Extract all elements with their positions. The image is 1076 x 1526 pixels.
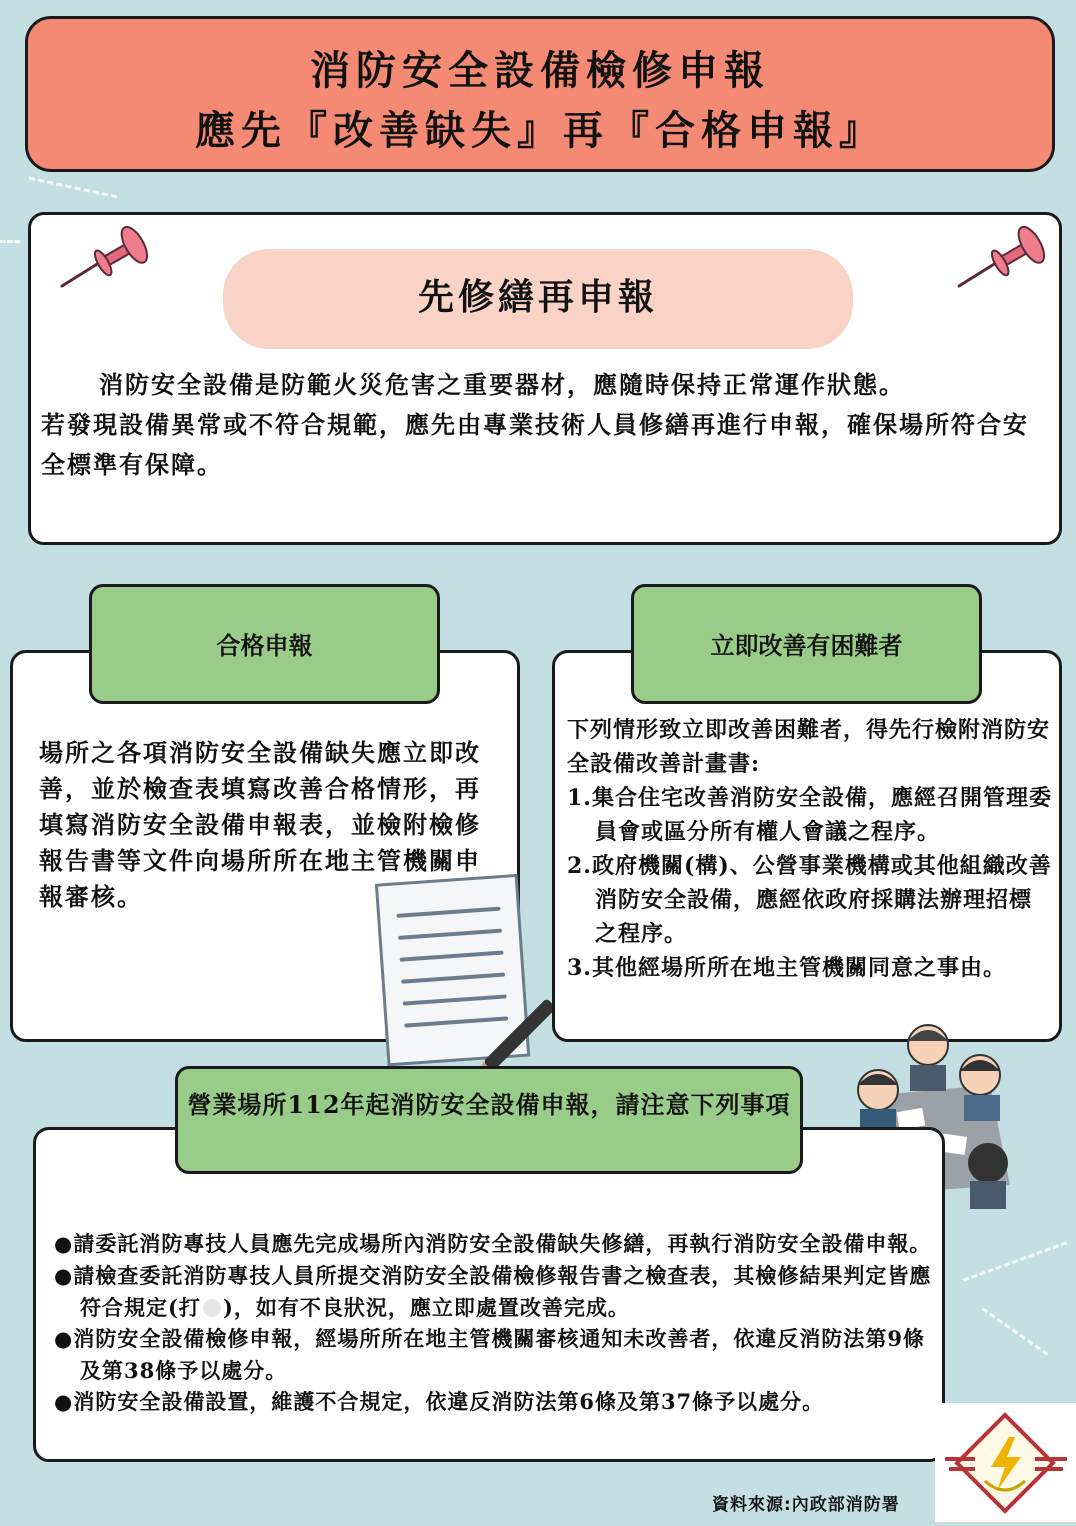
difficulty-item: 3.其他經場所所在地主管機關同意之事由。 [567, 955, 1006, 981]
emblem-icon [935, 1403, 1076, 1522]
notice-item-text: 消防安全設備檢修申報，經場所所在地主管機關審核通知未改善者，依違反消防法第9條及第38條予以處分。 [73, 1326, 925, 1383]
list-item [54, 1323, 934, 1386]
difficulty-title: 立即改善有困難者 [631, 584, 982, 704]
qualified-title: 合格申報 [89, 584, 440, 704]
bullet-icon: ● [54, 1327, 74, 1351]
list-item [54, 1260, 934, 1323]
difficulty-item: 1.集合住宅改善消防安全設備，應經召開管理委員會或區分所有權人會議之程序。 [567, 785, 1052, 845]
header-title-line1: 消防安全設備檢修申報 [310, 47, 770, 94]
intro-paragraph-2: 若發現設備異常或不符合規範，應先由專業技術人員修繕再進行申報，確保場所符合安全標準有保障。 [41, 410, 1029, 479]
notice-list [54, 1228, 934, 1418]
intro-paragraph-1: 消防安全設備是防範火災危害之重要器材，應隨時保持正常運作狀態。 [99, 370, 905, 399]
notice-item-text-tail: )，如有不良狀況，應立即處置改善完成。 [222, 1295, 630, 1320]
list-item [54, 1386, 934, 1418]
header-title-line2: 應先『改善缺失』再『合格申報』 [195, 107, 885, 154]
pushpin-icon [58, 222, 158, 292]
intro-title: 先修繕再申報 [223, 249, 853, 349]
document-icon [374, 872, 574, 1072]
difficulty-body [567, 713, 1053, 985]
bullet-icon: ● [54, 1264, 74, 1288]
list-item [54, 1228, 934, 1260]
decor-dash [963, 1241, 1067, 1281]
notice-title: 營業場所112年起消防安全設備申報，請注意下列事項 [175, 1066, 803, 1174]
qualified-body: 場所之各項消防安全設備缺失應立即改善，並於檢查表填寫改善合格情形，再填寫消防安全設備申報表，並檢附檢修報告書等文件向場所所在地主管機關申報審核。 [39, 738, 481, 911]
intro-card [28, 212, 1062, 545]
difficulty-intro: 下列情形致立即改善困難者，得先行檢附消防安全設備改善計畫書: [567, 717, 1051, 777]
check-circle-icon [203, 1299, 221, 1317]
source-credit: 資料來源:內政部消防署 [712, 1495, 900, 1515]
page-header [25, 16, 1055, 172]
decor-dash [0, 240, 20, 243]
fire-agency-logo [935, 1403, 1076, 1522]
notice-item-text: 請檢查委託消防專技人員所提交消防安全設備檢修報告書之檢查表，其檢修結果判定皆應符合規定(打 [73, 1263, 932, 1320]
decor-dash [981, 1307, 1048, 1355]
decor-dash [29, 177, 118, 199]
difficulty-item: 2.政府機關(構)、公營事業機構或其他組織改善消防安全設備，應經依政府採購法辦理招標之程序。 [567, 853, 1052, 947]
notice-item-text: 消防安全設備設置，維護不合規定，依違反消防法第6條及第37條予以處分。 [73, 1389, 825, 1414]
difficulty-card [552, 650, 1062, 1042]
intro-body [41, 365, 1031, 485]
notice-card [33, 1127, 945, 1462]
pushpin-icon [955, 222, 1055, 292]
bullet-icon: ● [54, 1390, 74, 1414]
notice-item-text: 請委託消防專技人員應先完成場所內消防安全設備缺失修繕，再執行消防安全設備申報。 [73, 1231, 932, 1256]
bullet-icon: ● [54, 1232, 74, 1256]
